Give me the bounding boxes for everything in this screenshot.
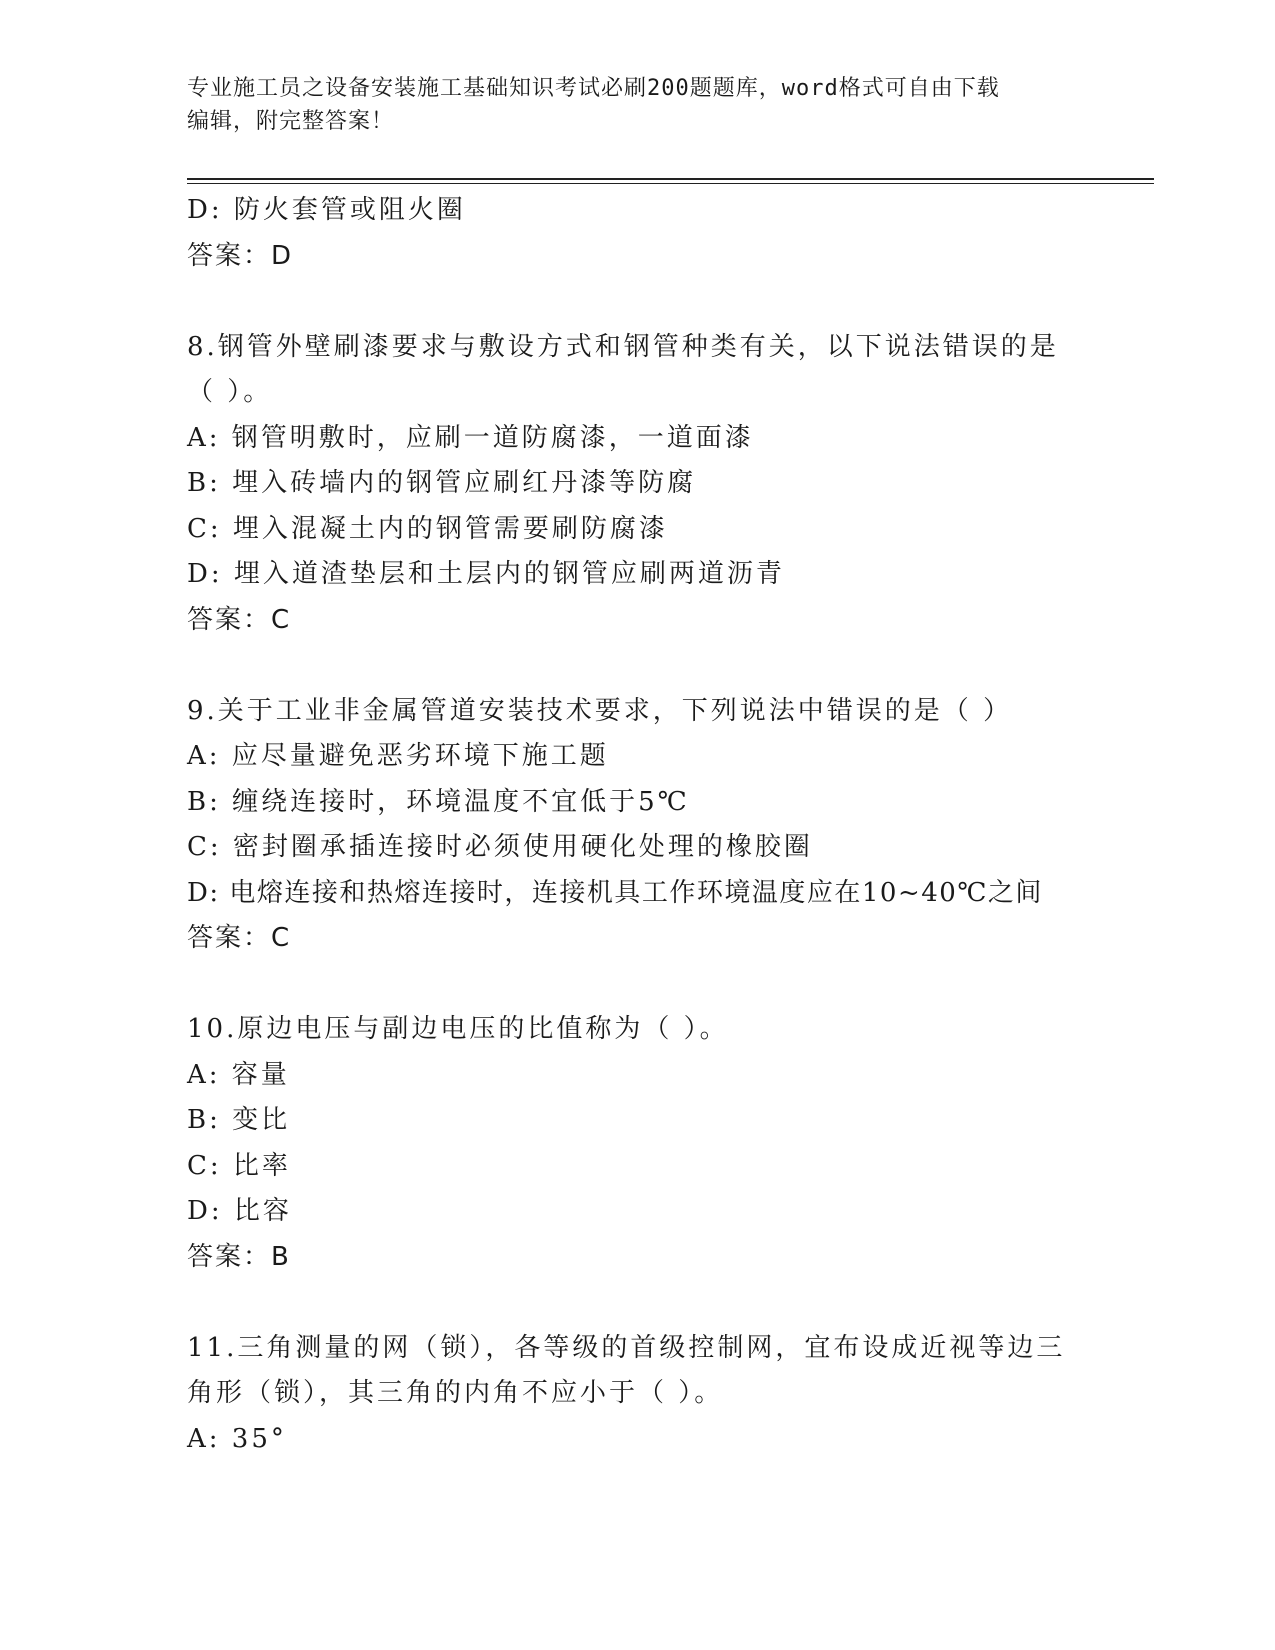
question-text-cont: 角形（锁），其三角的内角不应小于（ ）。 — [187, 1378, 724, 1408]
answer-label: 答案：D — [187, 240, 294, 271]
answer-label: 答案：C — [187, 923, 292, 953]
option-d: D: 电熔连接和热熔连接时，连接机具工作环境温度应在10~40℃之间 — [187, 877, 1043, 908]
option-d: D: 防火套管或阻火圈 — [187, 195, 466, 225]
spacer — [187, 279, 1087, 325]
option-b: B: 埋入砖墙内的钢管应刷红丹漆等防腐 — [187, 468, 697, 498]
question-10 — [187, 1007, 1087, 1280]
header-divider-thick — [187, 178, 1154, 180]
document-header — [187, 72, 1087, 138]
question-list — [187, 188, 1087, 1462]
option-a: A: 35° — [187, 1423, 287, 1454]
question-7-tail — [187, 188, 1087, 279]
option-d: D: 埋入道渣垫层和土层内的钢管应刷两道沥青 — [187, 559, 785, 589]
header-divider-thin — [187, 183, 1154, 184]
question-8 — [187, 325, 1087, 644]
header-title-line1: 专业施工员之设备安装施工基础知识考试必刷200题题库，word格式可自由下载 — [187, 76, 1000, 101]
option-a: A: 应尽量避免恶劣环境下施工题 — [187, 741, 609, 771]
question-9 — [187, 689, 1087, 962]
question-text: 8.钢管外壁刷漆要求与敷设方式和钢管种类有关，以下说法错误的是 — [187, 331, 1059, 362]
spacer — [187, 962, 1087, 1008]
question-text: 11.三角测量的网（锁），各等级的首级控制网，宜布设成近视等边三 — [187, 1332, 1066, 1363]
option-a: A: 钢管明敷时，应刷一道防腐漆，一道面漆 — [187, 422, 754, 453]
answer-label: 答案：C — [187, 604, 292, 635]
answer-label: 答案：B — [187, 1241, 291, 1272]
spacer — [187, 1280, 1087, 1326]
question-text-cont: （ ）。 — [187, 377, 273, 407]
option-c: C: 埋入混凝土内的钢管需要刷防腐漆 — [187, 513, 668, 544]
option-b: B: 变比 — [187, 1105, 291, 1135]
option-c: C: 密封圈承插连接时必须使用硬化处理的橡胶圈 — [187, 832, 813, 862]
option-c: C: 比率 — [187, 1150, 291, 1181]
option-a: A: 容量 — [187, 1059, 290, 1090]
option-b: B: 缠绕连接时，环境温度不宜低于5℃ — [187, 786, 690, 817]
spacer — [187, 643, 1087, 689]
question-text: 10.原边电压与副边电压的比值称为（ ）。 — [187, 1014, 729, 1044]
question-text: 9.关于工业非金属管道安装技术要求，下列说法中错误的是（ ） — [187, 695, 1013, 726]
header-title-line2: 编辑，附完整答案！ — [187, 109, 395, 134]
option-d: D: 比容 — [187, 1196, 292, 1226]
question-11 — [187, 1326, 1087, 1463]
